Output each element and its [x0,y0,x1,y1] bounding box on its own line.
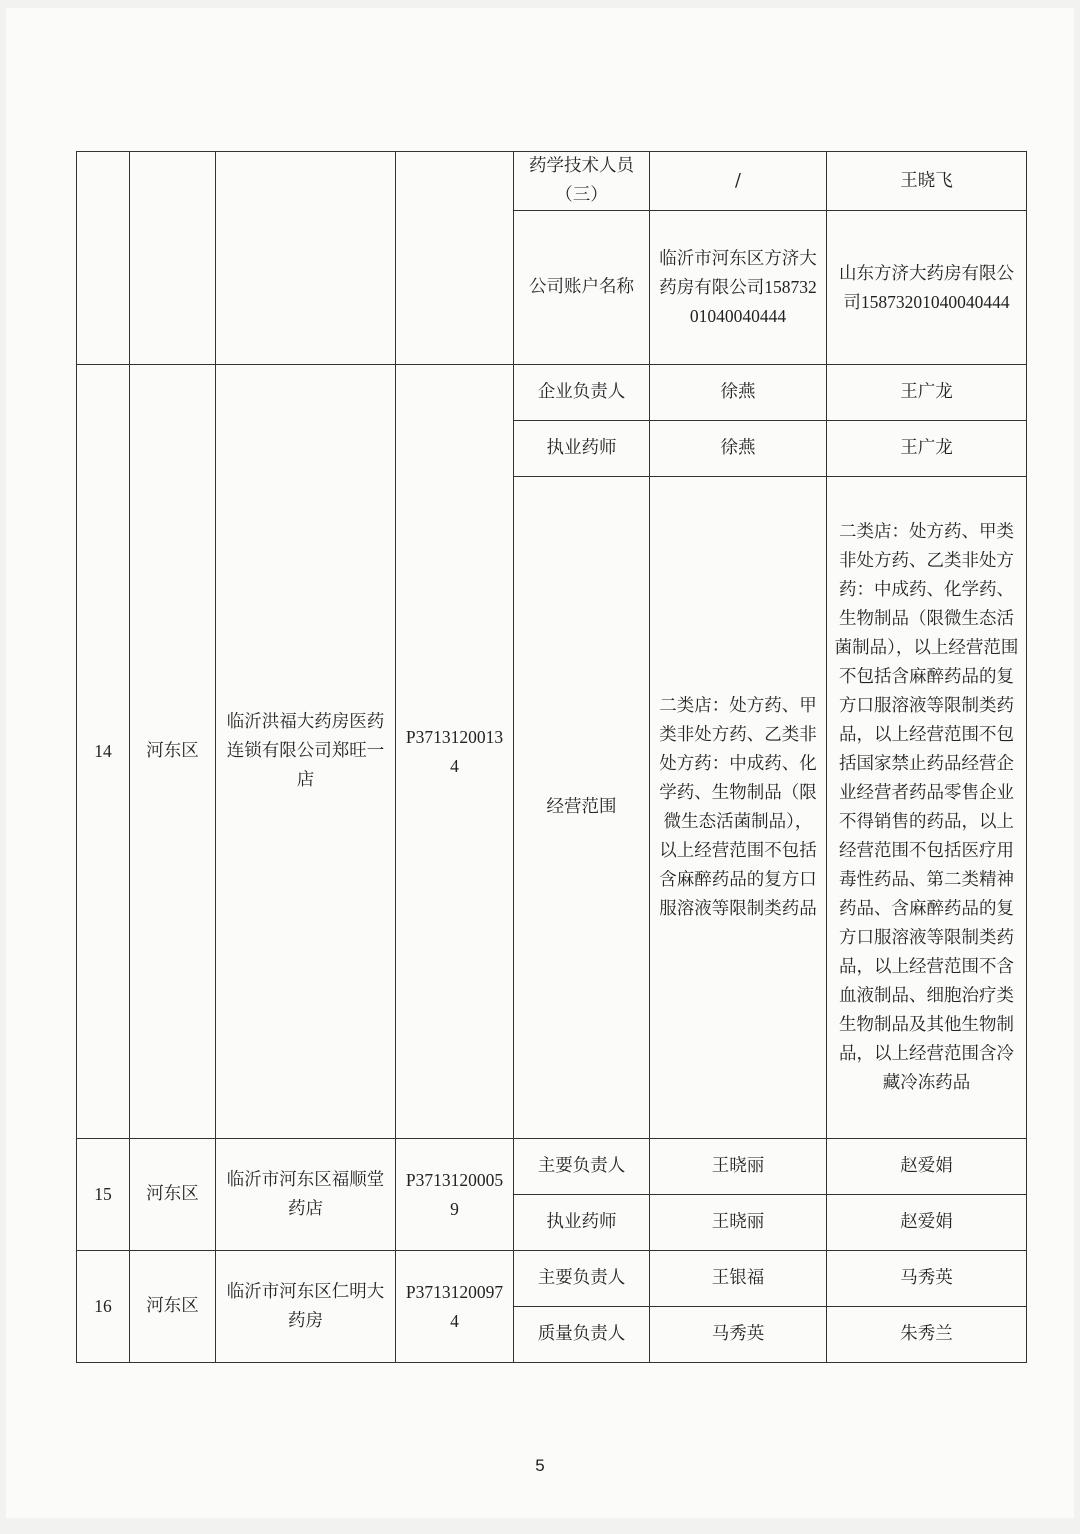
row-number: 16 [77,1251,130,1363]
item-before: 王晓丽 [650,1195,827,1251]
table-row [77,1251,1027,1307]
document-page [6,8,1074,1518]
item-label: 质量负责人 [514,1307,650,1363]
page-number: 5 [535,1456,545,1475]
item-label: 药学技术人员（三） [514,152,650,211]
item-label: 企业负责人 [514,365,650,421]
row-number: 14 [77,365,130,1139]
item-after: 王晓飞 [827,152,1027,211]
table-row [77,1139,1027,1195]
item-label: 公司账户名称 [514,211,650,365]
license-code: P37131200059 [396,1139,514,1251]
change-record-table [76,151,1027,1363]
item-after: 赵爱娟 [827,1139,1027,1195]
item-label: 执业药师 [514,1195,650,1251]
item-before: 王晓丽 [650,1139,827,1195]
table-row [77,152,1027,211]
item-label: 执业药师 [514,421,650,477]
district: 河东区 [130,1139,216,1251]
enterprise-name: 临沂洪福大药房医药连锁有限公司郑旺一店 [216,365,396,1139]
enterprise-name: 临沂市河东区福顺堂药店 [216,1139,396,1251]
item-before: 徐燕 [650,421,827,477]
item-before: 二类店：处方药、甲类非处方药、乙类非处方药：中成药、化学药、生物制品（限微生态活菌制品），以上经营范围不包括含麻醉药品的复方口服溶液等限制类药品 [650,477,827,1139]
item-before: 临沂市河东区方济大药房有限公司15873201040040444 [650,211,827,365]
item-after: 朱秀兰 [827,1307,1027,1363]
item-after: 赵爱娟 [827,1195,1027,1251]
item-label: 主要负责人 [514,1251,650,1307]
district: 河东区 [130,1251,216,1363]
item-label: 主要负责人 [514,1139,650,1195]
item-before: 徐燕 [650,365,827,421]
enterprise-name: 临沂市河东区仁明大药房 [216,1251,396,1363]
district: 河东区 [130,365,216,1139]
item-before: 王银福 [650,1251,827,1307]
item-before: 马秀英 [650,1307,827,1363]
item-after: 王广龙 [827,365,1027,421]
item-label: 经营范围 [514,477,650,1139]
table-row [77,365,1027,421]
item-after: 马秀英 [827,1251,1027,1307]
item-after: 王广龙 [827,421,1027,477]
item-after: 山东方济大药房有限公司15873201040040444 [827,211,1027,365]
item-before: / [650,152,827,211]
item-after: 二类店：处方药、甲类非处方药、乙类非处方药：中成药、化学药、生物制品（限微生态活菌制品），以上经营范围不包括含麻醉药品的复方口服溶液等限制类药品，以上经营范围不包括国家禁止药品经营企业经营者药品零售企业不得销售的药品，以上经营范围不包括医疗用毒性药品、第二类精神药品、含麻醉药品的复方口服溶液等限制类药品，以上经营范围不含血液制品、细胞治疗类生物制品及其他生物制品，以上经营范围含冷藏冷冻药品 [827,477,1027,1139]
row-number: 15 [77,1139,130,1251]
license-code: P37131200134 [396,365,514,1139]
license-code: P37131200974 [396,1251,514,1363]
